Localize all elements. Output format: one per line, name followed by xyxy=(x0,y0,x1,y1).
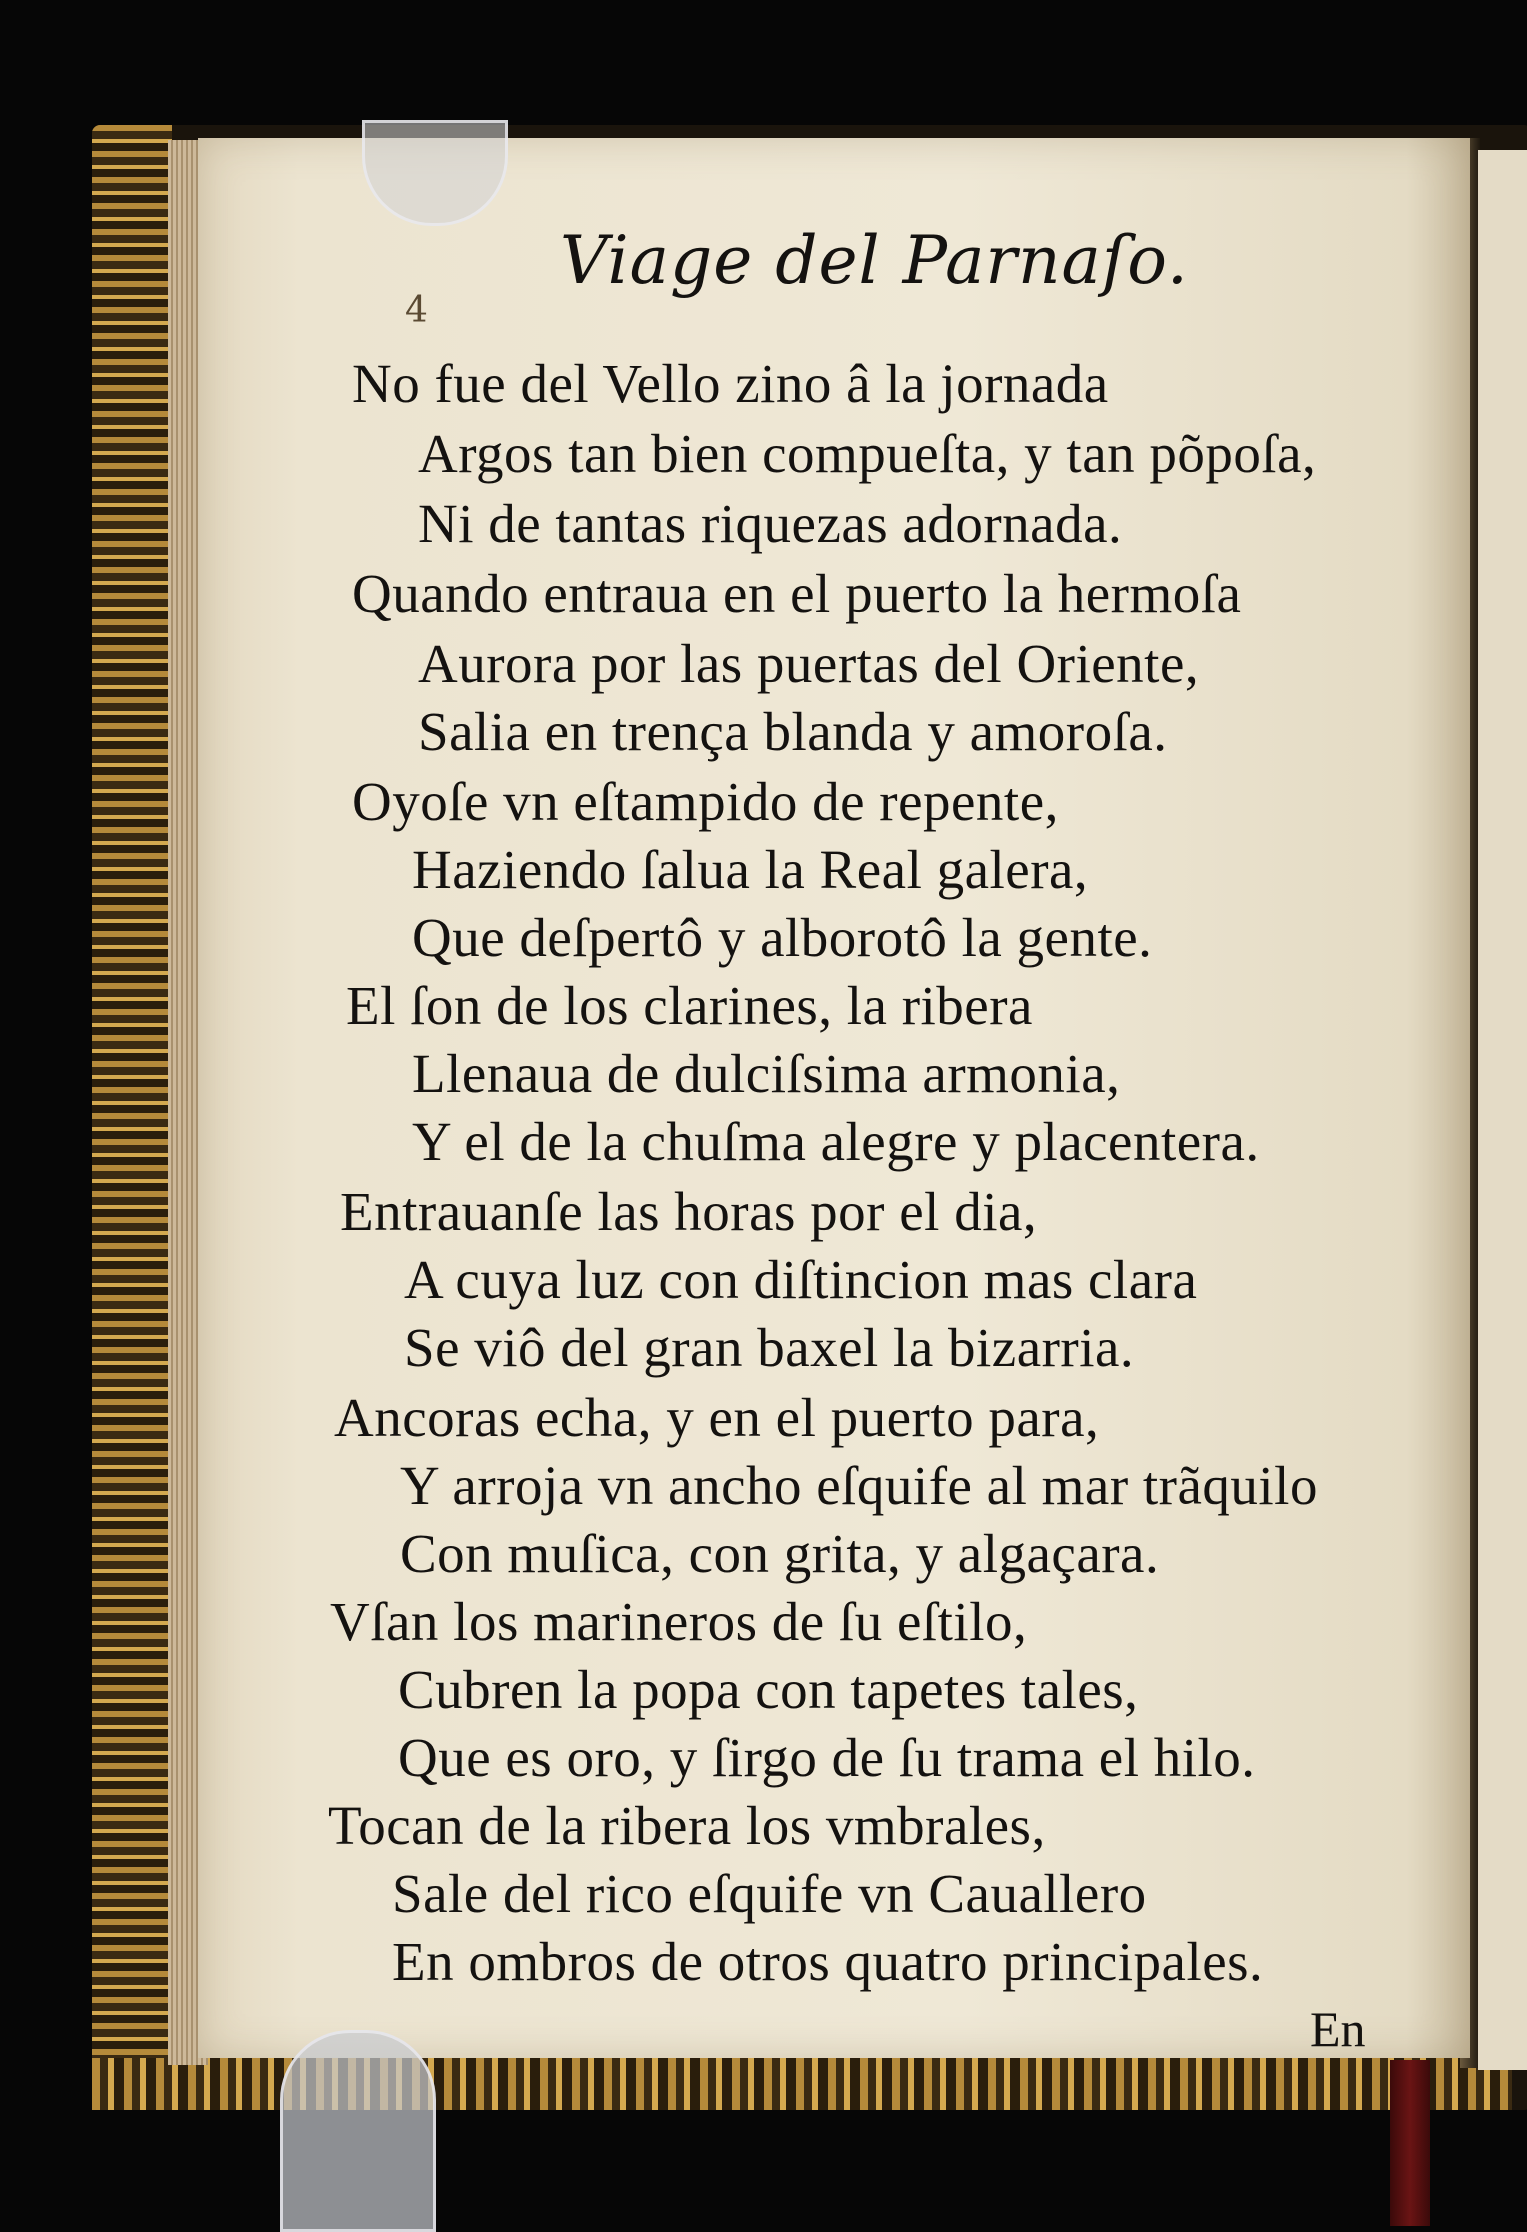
verse-line: Cubren la popa con tapetes tales, xyxy=(398,1659,1139,1720)
verse-line: Tocan de la ribera los vmbrales, xyxy=(328,1795,1046,1856)
verse-line: El ſon de los clarines, la ribera xyxy=(346,975,1033,1036)
verse-line: Que deſpertô y alborotô la gente. xyxy=(412,907,1153,968)
verse-line: Aurora por las puertas del Oriente, xyxy=(418,633,1200,694)
verse-line: Salia en trença blanda y amoroſa. xyxy=(418,701,1168,762)
verse-line: Se viô del gran baxel la bizarria. xyxy=(404,1317,1135,1378)
ribbon-bookmark xyxy=(1390,2060,1430,2226)
folio-mark: 4 xyxy=(405,290,428,331)
verse-line: Sale del rico eſquife vn Cauallero xyxy=(392,1863,1147,1924)
verse-line: Llenaua de dulciſsima armonia, xyxy=(412,1043,1121,1104)
verse-line: Entrauanſe las horas por el dia, xyxy=(340,1181,1038,1242)
verse-line: No fue del Vello zino â la jornada xyxy=(352,353,1109,414)
verse-line: En ombros de otros quatro principales. xyxy=(392,1931,1264,1992)
verse-line: Ni de tantas riquezas adornada. xyxy=(418,493,1123,554)
verse-line: Con muſica, con grita, y algaçara. xyxy=(400,1523,1160,1584)
verse-line: Argos tan bien compueſta, y tan põpoſa, xyxy=(418,423,1317,484)
running-head: Viage del Parnaſo. xyxy=(560,222,1189,299)
verse-line: Y arroja vn ancho eſquife al mar trãquilo xyxy=(400,1455,1318,1516)
catchword: En xyxy=(1310,2001,1366,2057)
verse-line: Y el de la chuſma alegre y placentera. xyxy=(412,1111,1260,1172)
verse-line: A cuya luz con diſtincion mas clara xyxy=(404,1249,1198,1310)
verse-line: Que es oro, y ſirgo de ſu trama el hilo. xyxy=(398,1727,1256,1788)
verse-line: Quando entraua en el puerto la hermoſa xyxy=(352,563,1242,624)
verse-line: Ancoras echa, y en el puerto para, xyxy=(334,1387,1100,1448)
verse-line: Vſan los marineros de ſu eſtilo, xyxy=(330,1591,1028,1652)
verse-line: Haziendo ſalua la Real galera, xyxy=(412,839,1089,900)
verse-line: Oyoſe vn eſtampido de repente, xyxy=(352,771,1059,832)
page-clip-bottom xyxy=(280,2030,436,2232)
